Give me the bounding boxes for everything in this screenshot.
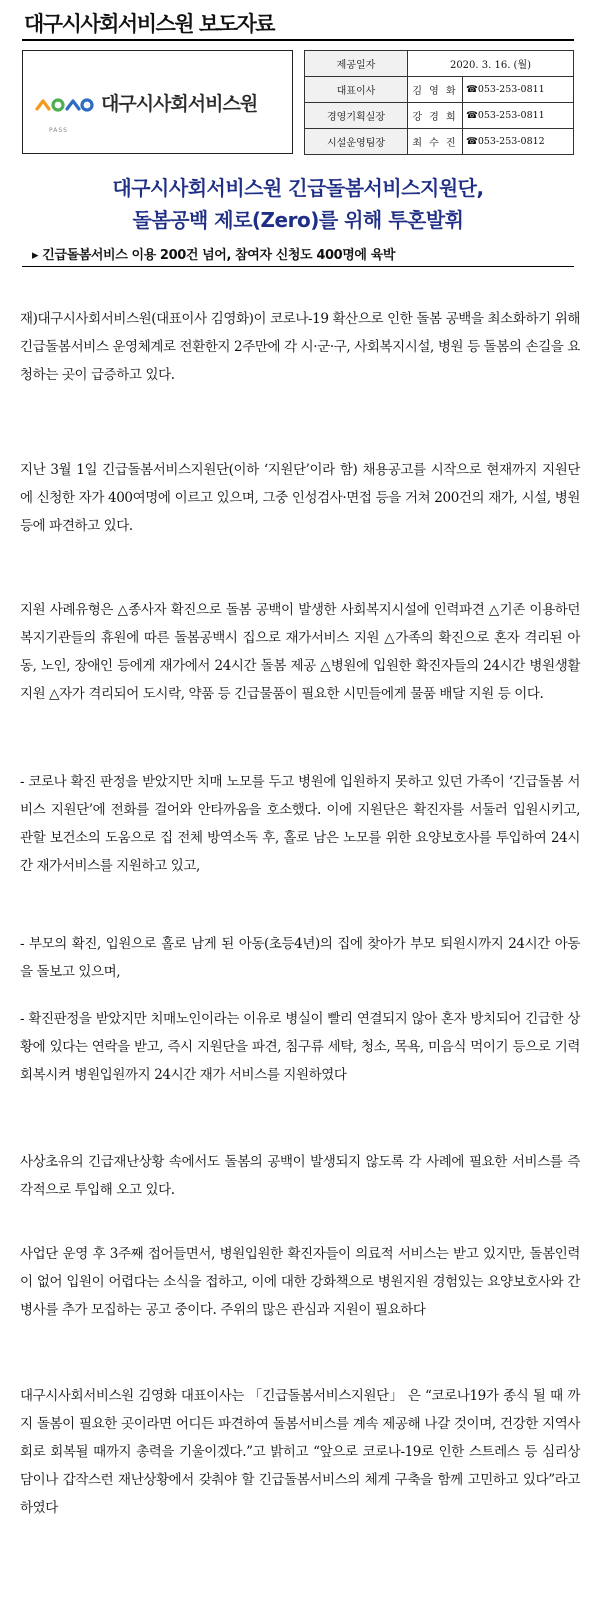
contact-phone: ☎053-253-0812 xyxy=(463,129,574,155)
logo-box xyxy=(22,50,293,154)
subheadline: ▸ 긴급돌봄서비스 이용 200건 넘어, 참여자 신청도 400명에 육박 xyxy=(32,248,396,263)
headline-line-2: 돌봄공백 제로(Zero)를 위해 투혼발휘 xyxy=(132,208,464,232)
release-date-value: 2020. 3. 16. (월) xyxy=(408,51,574,77)
table-row xyxy=(305,129,574,155)
table-row xyxy=(305,77,574,103)
body-paragraph-8: 사업단 운영 후 3주째 접어들면서, 병원입원한 확진자들이 의료적 서비스는 받고 있지만, 돌봄인력이 없어 입원이 어렵다는 소식을 접하고, 이에 대한 강화책으로 병원지원 경험있는 요양보호사와 간병사를 추가 모집하는 공고 중이다. 주위의 많은 관심과 지원이 필요하다 xyxy=(20,1246,580,1318)
body-paragraph-2: 지난 3월 1일 긴급돌봄서비스지원단(이하 ‘지원단’이라 함) 채용공고를 시작으로 현재까지 지원단에 신청한 자가 400여명에 이르고 있으며, 그중 인성검사·면접 등을 거쳐 200건의 재가, 시설, 병원 등에 파견하고 있다. xyxy=(20,462,580,534)
body-paragraph-3: 지원 사례유형은 △종사자 확진으로 돌봄 공백이 발생한 사회복지시설에 인력파견 △기존 이용하던 복지기관들의 휴원에 따른 돌봄공백시 집으로 재가서비스 지원 △가족의 확진으로 혼자 격리된 아동, 노인, 장애인 등에게 재가에서 24시간 돌봄 제공 △병원에 입원한 확진자들의 24시간 병원생활 지원 △자가 격리되어 도시락, 약품 등 긴급물품이 필요한 시민들에게 물품 배달 지원 등 이다. xyxy=(20,602,580,702)
contact-name: 강 경 희 xyxy=(408,103,463,129)
contact-phone: ☎053-253-0811 xyxy=(463,103,574,129)
body-paragraph-7: 사상초유의 긴급재난상황 속에서도 돌봄의 공백이 발생되지 않도록 각 사례에 필요한 서비스를 즉각적으로 투입해 오고 있다. xyxy=(20,1154,580,1198)
table-row xyxy=(305,103,574,129)
contact-name: 최 수 진 xyxy=(408,129,463,155)
header-divider xyxy=(22,39,574,41)
subhead-divider xyxy=(22,266,574,267)
body-paragraph-4: - 코로나 확진 판정을 받았지만 치매 노모를 두고 병원에 입원하지 못하고 있던 가족이 ‘긴급돌봄 서비스 지원단’에 전화를 걸어와 안타까움을 호소했다. 이에 지원단은 확진자를 서둘러 입원시키고, 관할 보건소의 도움으로 집 전체 방역소독 후, 홀로 남은 노모를 위한 요양보호사를 투입하여 24시간 재가서비스를 지원하고 있고, xyxy=(20,774,580,874)
contact-name: 김 영 화 xyxy=(408,77,463,103)
logo-text: 대구시사회서비스원 xyxy=(101,93,258,115)
headline-line-1: 대구시사회서비스원 긴급돌봄서비스지원단, xyxy=(112,176,484,200)
contact-phone: ☎053-253-0811 xyxy=(463,77,574,103)
organization-logo-icon xyxy=(33,87,95,127)
contact-role: 시설운영팀장 xyxy=(305,129,408,155)
release-date-label: 제공일자 xyxy=(305,51,408,77)
body-paragraph-5: - 부모의 확진, 입원으로 홀로 남게 된 아동(초등4년)의 집에 찾아가 부모 퇴원시까지 24시간 아동을 돌보고 있으며, xyxy=(20,936,580,980)
body-paragraph-9: 대구시사회서비스원 김영화 대표이사는 「긴급돌봄서비스지원단」 은 “코로나19가 종식 될 때 까지 돌봄이 필요한 곳이라면 어디든 파견하여 돌봄서비스를 계속 제공해 나갈 것이며, 건강한 지역사회로 회복될 때까지 총력을 기울이겠다.”고 밝히고 “앞으로 코로나-19로 인한 스트레스 등 심리상담이나 갑작스런 재난상황에서 갖춰야 할 긴급돌봄서비스의 체계 구축을 함께 고민하고 있다”라고 하였다 xyxy=(20,1388,580,1516)
press-release-title: 대구시사회서비스원 보도자료 xyxy=(24,12,275,36)
body-paragraph-6: - 확진판정을 받았지만 치매노인이라는 이유로 병실이 빨리 연결되지 않아 혼자 방치되어 긴급한 상황에 있다는 연락을 받고, 즉시 지원단을 파견, 침구류 세탁, 청소, 목욕, 미음식 먹이기 등으로 기력회복시켜 병원입원까지 24시간 재가 서비스를 지원하였다 xyxy=(20,1011,580,1083)
contact-role: 경영기획실장 xyxy=(305,103,408,129)
table-row xyxy=(305,51,574,77)
contact-table xyxy=(304,50,574,155)
logo-subtext: PASS xyxy=(49,127,68,134)
contact-role: 대표이사 xyxy=(305,77,408,103)
body-paragraph-1: 재)대구시사회서비스원(대표이사 김영화)이 코로나-19 확산으로 인한 돌봄 공백을 최소화하기 위해 긴급돌봄서비스 운영체계로 전환한지 2주만에 각 시·군·구, 사회복지시설, 병원 등 돌봄의 손길을 요청하는 곳이 급증하고 있다. xyxy=(20,311,580,383)
